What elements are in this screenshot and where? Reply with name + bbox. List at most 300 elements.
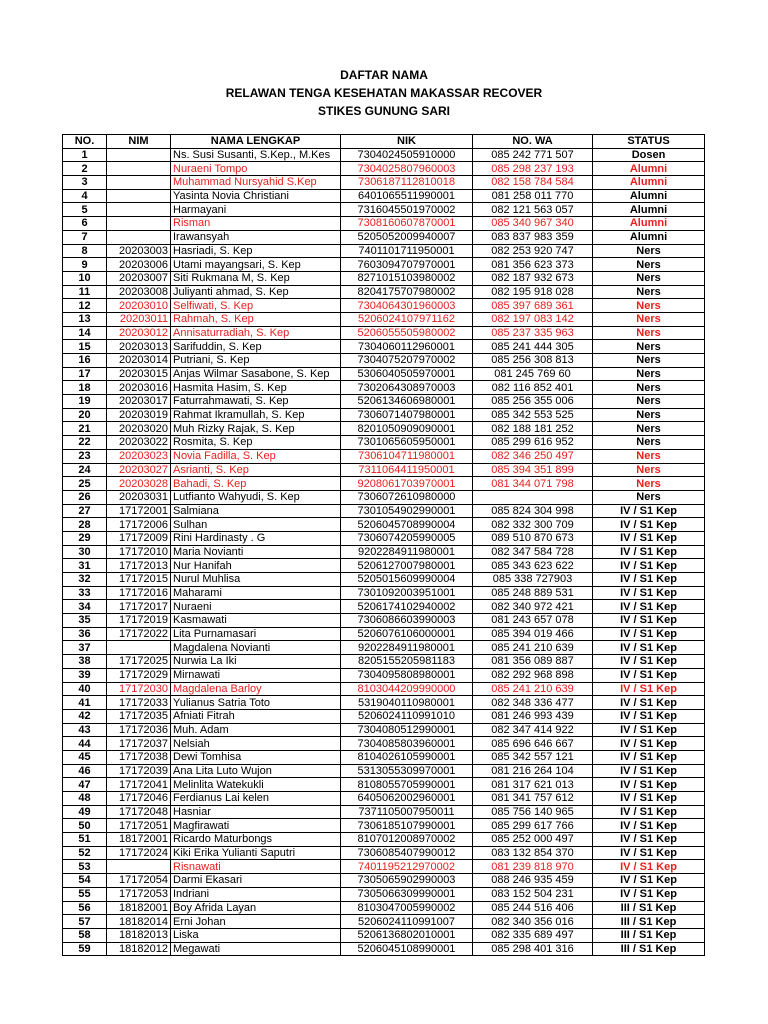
cell-nama: Muhammad Nursyahid S.Kep [171, 176, 341, 190]
cell-wa: 082 195 918 028 [473, 285, 593, 299]
cell-no: 19 [63, 395, 107, 409]
table-row [63, 217, 705, 231]
cell-nik: 8204175707980002 [341, 285, 473, 299]
cell-nama: Rini Hardinasty . G [171, 531, 341, 545]
cell-wa: 082 116 852 401 [473, 381, 593, 395]
cell-nim: 17172039 [107, 764, 171, 778]
cell-no: 16 [63, 354, 107, 368]
table-row [63, 846, 705, 860]
cell-no: 5 [63, 203, 107, 217]
cell-no: 20 [63, 408, 107, 422]
cell-nama: Maharami [171, 586, 341, 600]
cell-no: 50 [63, 819, 107, 833]
cell-status: IV / S1 Kep [593, 559, 705, 573]
header-nik: NIK [341, 135, 473, 149]
cell-nama: Rosmita, S. Kep [171, 436, 341, 450]
cell-nik: 7305065902990003 [341, 874, 473, 888]
table-row [63, 299, 705, 313]
cell-no: 39 [63, 668, 107, 682]
cell-wa: 085 241 210 639 [473, 641, 593, 655]
cell-nama: Lita Purnamasari [171, 627, 341, 641]
cell-wa: 085 343 623 622 [473, 559, 593, 573]
cell-status: IV / S1 Kep [593, 504, 705, 518]
cell-nik: 5206174102940002 [341, 600, 473, 614]
cell-no: 37 [63, 641, 107, 655]
cell-wa: 081 216 264 104 [473, 764, 593, 778]
cell-nim: 20203020 [107, 422, 171, 436]
cell-nama: Dewi Tomhisa [171, 750, 341, 764]
cell-nik: 7401101711950001 [341, 244, 473, 258]
cell-status: IV / S1 Kep [593, 819, 705, 833]
cell-no: 46 [63, 764, 107, 778]
cell-nim: 20203023 [107, 449, 171, 463]
cell-wa: 085 756 140 965 [473, 805, 593, 819]
cell-status: III / S1 Kep [593, 928, 705, 942]
header-no: NO. [63, 135, 107, 149]
cell-no: 41 [63, 696, 107, 710]
cell-nim: 17172037 [107, 737, 171, 751]
table-row [63, 559, 705, 573]
cell-status: Alumni [593, 217, 705, 231]
table-row [63, 942, 705, 956]
cell-nama: Nuraeni [171, 600, 341, 614]
cell-nim: 17172051 [107, 819, 171, 833]
table-row [63, 709, 705, 723]
cell-nik: 5206076106000001 [341, 627, 473, 641]
cell-nama: Risnawati [171, 860, 341, 874]
table-row [63, 641, 705, 655]
cell-nik: 7603094707970001 [341, 258, 473, 272]
cell-nama: Risman [171, 217, 341, 231]
cell-wa: 082 346 250 497 [473, 449, 593, 463]
cell-nama: Putriani, S. Kep [171, 354, 341, 368]
cell-nik: 7301054902990001 [341, 504, 473, 518]
cell-nim: 20203015 [107, 367, 171, 381]
cell-nik: 8108055705990001 [341, 778, 473, 792]
cell-status: Ners [593, 436, 705, 450]
cell-nim: 20203017 [107, 395, 171, 409]
table-row [63, 449, 705, 463]
cell-status: Ners [593, 271, 705, 285]
title-line-3: STIKES GUNUNG SARI [317, 104, 450, 118]
header-nama-lengkap: NAMA LENGKAP [171, 135, 341, 149]
cell-nama: Asrianti, S. Kep [171, 463, 341, 477]
cell-nik: 8271015103980002 [341, 271, 473, 285]
table-row [63, 285, 705, 299]
cell-status: Ners [593, 340, 705, 354]
table-row [63, 354, 705, 368]
cell-nim: 17172006 [107, 518, 171, 532]
cell-wa: 089 510 870 673 [473, 531, 593, 545]
cell-status: IV / S1 Kep [593, 573, 705, 587]
cell-no: 25 [63, 477, 107, 491]
cell-nama: Kasmawati [171, 614, 341, 628]
table-row [63, 531, 705, 545]
cell-status: Dosen [593, 148, 705, 162]
cell-nama: Irawansyah [171, 230, 341, 244]
cell-nik: 9202284911980001 [341, 545, 473, 559]
table-row [63, 463, 705, 477]
cell-nim: 17172022 [107, 627, 171, 641]
cell-nik: 6401065511990001 [341, 189, 473, 203]
table-row [63, 805, 705, 819]
table-row [63, 189, 705, 203]
cell-wa: 085 299 616 952 [473, 436, 593, 450]
cell-wa: 085 298 237 193 [473, 162, 593, 176]
cell-status: Ners [593, 408, 705, 422]
cell-status: IV / S1 Kep [593, 846, 705, 860]
table-row [63, 819, 705, 833]
table-row [63, 887, 705, 901]
cell-no: 29 [63, 531, 107, 545]
table-row [63, 600, 705, 614]
cell-nik: 7316045501970002 [341, 203, 473, 217]
cell-status: Ners [593, 395, 705, 409]
cell-nama: Ns. Susi Susanti, S.Kep., M.Kes [171, 148, 341, 162]
cell-nik: 7306085407990012 [341, 846, 473, 860]
cell-nik: 8104026105990001 [341, 750, 473, 764]
cell-no: 13 [63, 312, 107, 326]
cell-nik: 9208061703970001 [341, 477, 473, 491]
cell-nim: 20203006 [107, 258, 171, 272]
table-row [63, 408, 705, 422]
cell-nim: 17172033 [107, 696, 171, 710]
cell-wa: 085 338 727903 [473, 573, 593, 587]
cell-nim: 17172019 [107, 614, 171, 628]
cell-nama: Megawati [171, 942, 341, 956]
cell-nim: 17172013 [107, 559, 171, 573]
cell-nik: 9202284911980001 [341, 641, 473, 655]
cell-nim: 18182012 [107, 942, 171, 956]
cell-wa: 081 317 621 013 [473, 778, 593, 792]
cell-nim: 20203019 [107, 408, 171, 422]
cell-wa: 085 298 401 316 [473, 942, 593, 956]
cell-nik: 7306071407980001 [341, 408, 473, 422]
cell-nama: Yulianus Satria Toto [171, 696, 341, 710]
cell-nama: Magdalena Barloy [171, 682, 341, 696]
cell-no: 57 [63, 915, 107, 929]
cell-no: 3 [63, 176, 107, 190]
cell-wa: 082 332 300 709 [473, 518, 593, 532]
cell-nik: 7304060112960001 [341, 340, 473, 354]
cell-wa: 085 824 304 998 [473, 504, 593, 518]
cell-nama: Nur Hanifah [171, 559, 341, 573]
cell-nim: 20203007 [107, 271, 171, 285]
cell-no: 21 [63, 422, 107, 436]
cell-nim: 17172038 [107, 750, 171, 764]
table-row [63, 723, 705, 737]
cell-status: Ners [593, 449, 705, 463]
header-no-wa: NO. WA [473, 135, 593, 149]
cell-wa: 081 246 993 439 [473, 709, 593, 723]
header-nim: NIM [107, 135, 171, 149]
cell-nik: 5206134606980001 [341, 395, 473, 409]
cell-status: IV / S1 Kep [593, 641, 705, 655]
table-row [63, 148, 705, 162]
cell-no: 59 [63, 942, 107, 956]
cell-nama: Bahadi, S. Kep [171, 477, 341, 491]
cell-wa: 085 237 335 963 [473, 326, 593, 340]
cell-status: IV / S1 Kep [593, 600, 705, 614]
cell-no: 23 [63, 449, 107, 463]
table-row [63, 504, 705, 518]
table-row [63, 833, 705, 847]
cell-nama: Nelsiah [171, 737, 341, 751]
cell-nama: Harmayani [171, 203, 341, 217]
cell-nik: 8103047005990002 [341, 901, 473, 915]
cell-no: 58 [63, 928, 107, 942]
cell-wa: 082 253 920 747 [473, 244, 593, 258]
cell-nim: 18182013 [107, 928, 171, 942]
table-row [63, 340, 705, 354]
cell-nama: Hasriadi, S. Kep [171, 244, 341, 258]
cell-wa: 082 347 584 728 [473, 545, 593, 559]
table-row [63, 682, 705, 696]
cell-nama: Rahmat Ikramullah, S. Kep [171, 408, 341, 422]
cell-nik: 7301065605950001 [341, 436, 473, 450]
cell-wa: 081 356 623 373 [473, 258, 593, 272]
table-row [63, 614, 705, 628]
table-row [63, 764, 705, 778]
cell-nik: 5206136802010001 [341, 928, 473, 942]
cell-no: 35 [63, 614, 107, 628]
table-row [63, 545, 705, 559]
cell-no: 42 [63, 709, 107, 723]
cell-nik: 5205015609990004 [341, 573, 473, 587]
cell-status: Ners [593, 354, 705, 368]
cell-wa: 082 188 181 252 [473, 422, 593, 436]
cell-wa: 085 299 617 766 [473, 819, 593, 833]
cell-wa: 081 356 089 887 [473, 655, 593, 669]
cell-nama: Darmi Ekasari [171, 874, 341, 888]
cell-status: IV / S1 Kep [593, 545, 705, 559]
cell-status: IV / S1 Kep [593, 668, 705, 682]
cell-wa: 081 243 657 078 [473, 614, 593, 628]
cell-no: 32 [63, 573, 107, 587]
cell-status: IV / S1 Kep [593, 750, 705, 764]
table-row [63, 792, 705, 806]
cell-nama: Hasniar [171, 805, 341, 819]
table-body [63, 148, 705, 956]
cell-nama: Ferdianus Lai kelen [171, 792, 341, 806]
cell-nik: 5206024110991007 [341, 915, 473, 929]
cell-wa: 082 347 414 922 [473, 723, 593, 737]
cell-nim: 17172016 [107, 586, 171, 600]
cell-nim: 20203012 [107, 326, 171, 340]
cell-no: 14 [63, 326, 107, 340]
cell-nim: 20203016 [107, 381, 171, 395]
cell-no: 44 [63, 737, 107, 751]
cell-nik: 7301092003951001 [341, 586, 473, 600]
cell-wa: 081 344 071 798 [473, 477, 593, 491]
title-line-2: RELAWAN TENGA KESEHATAN MAKASSAR RECOVER [225, 86, 543, 100]
cell-nim: 20203027 [107, 463, 171, 477]
cell-nama: Kiki Erika Yulianti Saputri [171, 846, 341, 860]
cell-nama: Nuraeni Tompo [171, 162, 341, 176]
cell-nama: Sarifuddin, S. Kep [171, 340, 341, 354]
cell-wa: 085 242 771 507 [473, 148, 593, 162]
cell-nim: 20203022 [107, 436, 171, 450]
cell-wa: 081 341 757 612 [473, 792, 593, 806]
cell-status: IV / S1 Kep [593, 887, 705, 901]
cell-no: 17 [63, 367, 107, 381]
table-row [63, 737, 705, 751]
cell-no: 53 [63, 860, 107, 874]
cell-nik: 5306040505970001 [341, 367, 473, 381]
title-line-1: DAFTAR NAMA [340, 68, 428, 82]
cell-no: 49 [63, 805, 107, 819]
cell-nama: Afniati Fitrah [171, 709, 341, 723]
table-row [63, 367, 705, 381]
cell-nama: Novia Fadilla, S. Kep [171, 449, 341, 463]
cell-no: 10 [63, 271, 107, 285]
cell-status: Alumni [593, 230, 705, 244]
cell-nama: Selfiwati, S. Kep [171, 299, 341, 313]
cell-nama: Indriani [171, 887, 341, 901]
cell-status: Ners [593, 463, 705, 477]
cell-status: Ners [593, 244, 705, 258]
cell-nik: 8205155205981183 [341, 655, 473, 669]
cell-status: IV / S1 Kep [593, 778, 705, 792]
cell-nim: 18172001 [107, 833, 171, 847]
cell-no: 6 [63, 217, 107, 231]
cell-nim [107, 148, 171, 162]
cell-no: 15 [63, 340, 107, 354]
cell-no: 43 [63, 723, 107, 737]
cell-nim: 17172017 [107, 600, 171, 614]
cell-wa: 082 187 932 673 [473, 271, 593, 285]
cell-nim [107, 176, 171, 190]
cell-nama: Siti Rukmana M, S. Kep [171, 271, 341, 285]
cell-wa: 083 837 983 359 [473, 230, 593, 244]
cell-nik: 8107012008970002 [341, 833, 473, 847]
cell-nim: 18182001 [107, 901, 171, 915]
cell-nik: 5205052009940007 [341, 230, 473, 244]
cell-no: 51 [63, 833, 107, 847]
cell-nik: 8103044209990000 [341, 682, 473, 696]
cell-status: IV / S1 Kep [593, 833, 705, 847]
table-row [63, 395, 705, 409]
cell-nama: Rahmah, S. Kep [171, 312, 341, 326]
cell-nama: Annisaturradiah, S. Kep [171, 326, 341, 340]
cell-nim: 17172009 [107, 531, 171, 545]
cell-status: III / S1 Kep [593, 901, 705, 915]
cell-no: 40 [63, 682, 107, 696]
cell-nim: 17172054 [107, 874, 171, 888]
table-row [63, 244, 705, 258]
cell-no: 47 [63, 778, 107, 792]
cell-no: 24 [63, 463, 107, 477]
cell-nik: 5313055309970001 [341, 764, 473, 778]
cell-nim: 20203013 [107, 340, 171, 354]
cell-nim [107, 217, 171, 231]
cell-no: 56 [63, 901, 107, 915]
cell-nim: 20203011 [107, 312, 171, 326]
table-row [63, 381, 705, 395]
cell-nik: 7306185107990001 [341, 819, 473, 833]
cell-nik: 7306104711980001 [341, 449, 473, 463]
cell-nama: Salmiana [171, 504, 341, 518]
table-row [63, 860, 705, 874]
cell-nik: 7304075207970002 [341, 354, 473, 368]
cell-nim [107, 860, 171, 874]
cell-wa: 085 256 308 813 [473, 354, 593, 368]
cell-nim: 20203010 [107, 299, 171, 313]
cell-wa: 081 245 769 60 [473, 367, 593, 381]
cell-nim: 17172025 [107, 655, 171, 669]
header-status: STATUS [593, 135, 705, 149]
table-row [63, 655, 705, 669]
cell-status: Ners [593, 490, 705, 504]
cell-status: Alumni [593, 189, 705, 203]
cell-no: 9 [63, 258, 107, 272]
cell-nik: 7311064411950001 [341, 463, 473, 477]
table-row [63, 901, 705, 915]
cell-wa: 085 252 000 497 [473, 833, 593, 847]
cell-nik: 7308160607870001 [341, 217, 473, 231]
cell-nim: 18182014 [107, 915, 171, 929]
cell-status: IV / S1 Kep [593, 586, 705, 600]
cell-nim: 17172053 [107, 887, 171, 901]
cell-status: IV / S1 Kep [593, 709, 705, 723]
cell-status: Alumni [593, 203, 705, 217]
cell-nama: Maria Novianti [171, 545, 341, 559]
cell-nik: 7306187112810018 [341, 176, 473, 190]
cell-no: 48 [63, 792, 107, 806]
cell-status: Alumni [593, 176, 705, 190]
table-row [63, 203, 705, 217]
cell-wa: 082 340 972 421 [473, 600, 593, 614]
cell-status: IV / S1 Kep [593, 860, 705, 874]
cell-status: IV / S1 Kep [593, 531, 705, 545]
table-row [63, 436, 705, 450]
cell-nik: 7371105007950011 [341, 805, 473, 819]
cell-nim: 17172035 [107, 709, 171, 723]
cell-wa: 085 244 516 406 [473, 901, 593, 915]
cell-status: Ners [593, 258, 705, 272]
cell-status: IV / S1 Kep [593, 682, 705, 696]
cell-status: Ners [593, 285, 705, 299]
cell-no: 2 [63, 162, 107, 176]
cell-nim: 17172036 [107, 723, 171, 737]
cell-wa: 085 340 967 340 [473, 217, 593, 231]
cell-wa: 081 258 011 770 [473, 189, 593, 203]
cell-no: 12 [63, 299, 107, 313]
cell-nama: Sulhan [171, 518, 341, 532]
cell-nik: 7304085803960001 [341, 737, 473, 751]
cell-status: Ners [593, 299, 705, 313]
cell-nik: 5206045108990001 [341, 942, 473, 956]
cell-nik: 8201050909090001 [341, 422, 473, 436]
cell-nim: 20203008 [107, 285, 171, 299]
table-row [63, 312, 705, 326]
cell-wa: 088 246 935 459 [473, 874, 593, 888]
cell-nim: 20203028 [107, 477, 171, 491]
cell-nik: 7401195212970002 [341, 860, 473, 874]
table-row [63, 518, 705, 532]
cell-nama: Utami mayangsari, S. Kep [171, 258, 341, 272]
cell-nim: 17172015 [107, 573, 171, 587]
table-row [63, 422, 705, 436]
cell-nim: 20203003 [107, 244, 171, 258]
cell-nim: 17172048 [107, 805, 171, 819]
cell-nama: Anjas Wilmar Sasabone, S. Kep [171, 367, 341, 381]
cell-nama: Faturrahmawati, S. Kep [171, 395, 341, 409]
cell-nim: 20203031 [107, 490, 171, 504]
cell-no: 18 [63, 381, 107, 395]
cell-no: 30 [63, 545, 107, 559]
cell-wa: 085 256 355 006 [473, 395, 593, 409]
